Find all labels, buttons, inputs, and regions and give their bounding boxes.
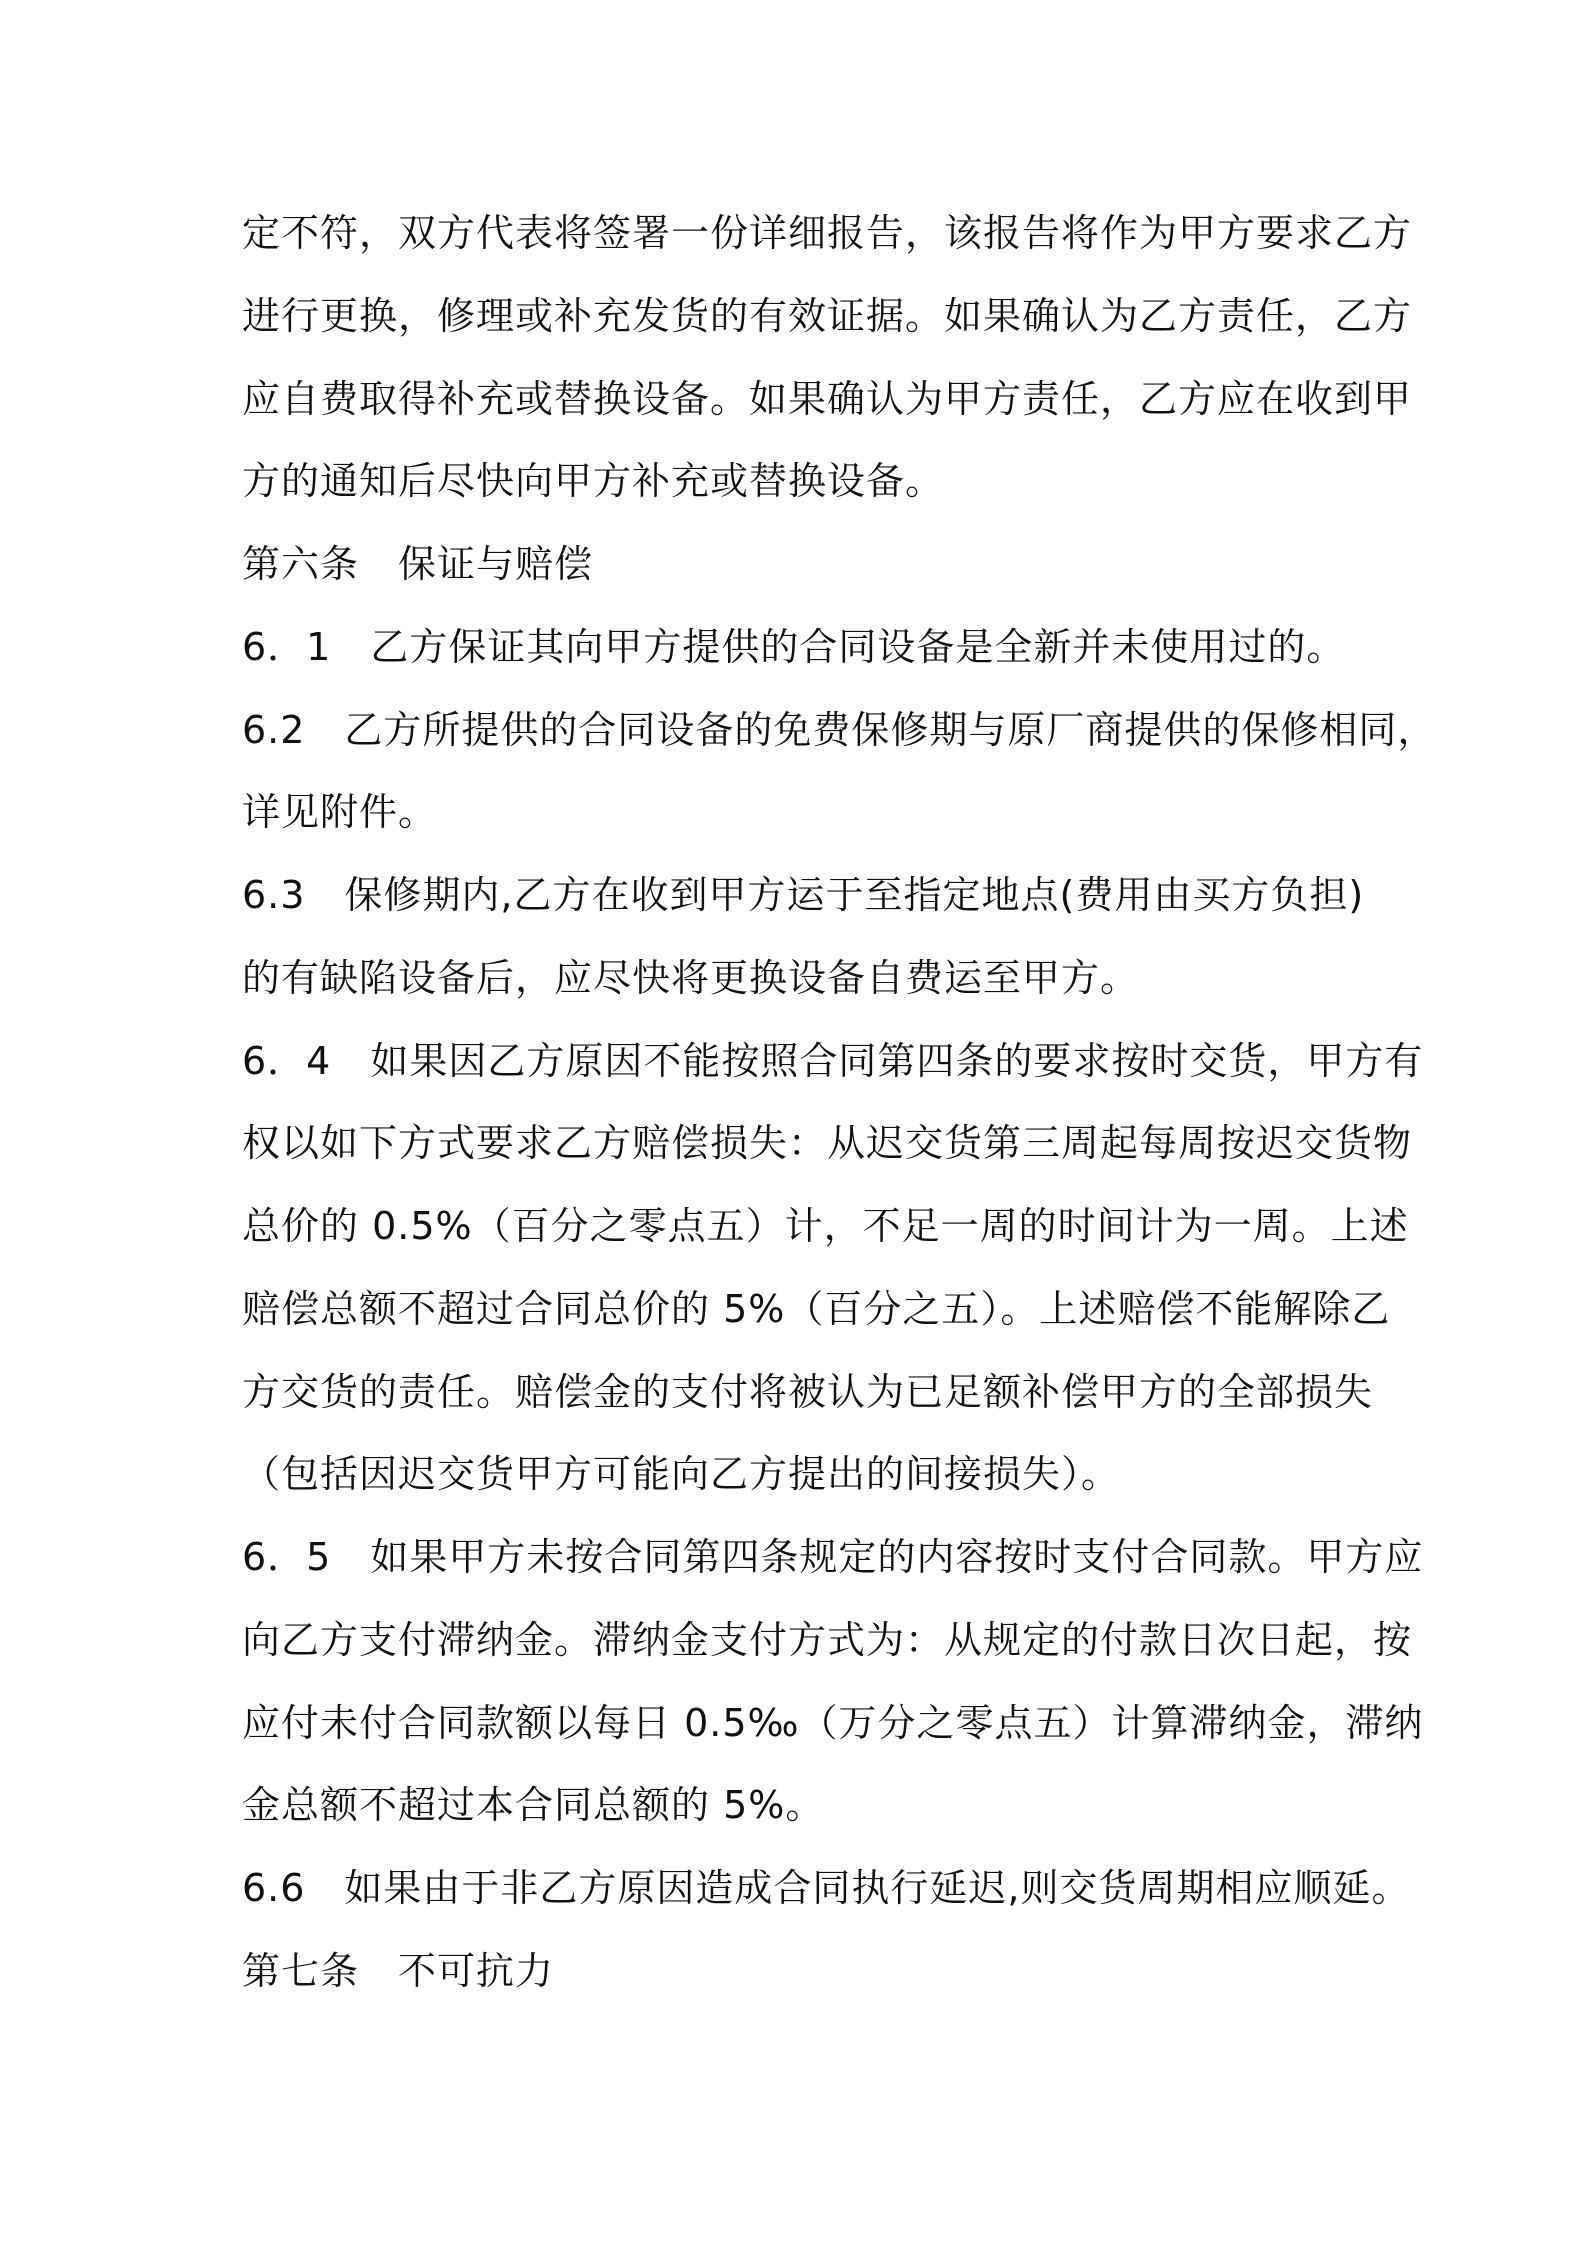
paragraph-line: 权以如下方式要求乙方赔偿损失：从迟交货第三周起每周按迟交货物	[242, 1121, 1413, 1165]
paragraph-line: 方交货的责任。赔偿金的支付将被认为已足额补偿甲方的全部损失	[242, 1370, 1374, 1414]
clause-6-5: 6．5 如果甲方未按合同第四条规定的内容按时支付合同款。甲方应	[242, 1535, 1424, 1579]
paragraph-line: 赔偿总额不超过合同总价的 5%（百分之五）。上述赔偿不能解除乙	[242, 1287, 1391, 1331]
paragraph-line: 方的通知后尽快向甲方补充或替换设备。	[242, 459, 945, 503]
clause-6-2: 6.2 乙方所提供的合同设备的免费保修期与原厂商提供的保修相同，	[242, 708, 1437, 752]
paragraph-line: （包括因迟交货甲方可能向乙方提出的间接损失）。	[242, 1452, 1121, 1496]
paragraph-line: 总价的 0.5%（百分之零点五）计，不足一周的时间计为一周。上述	[242, 1204, 1409, 1248]
clause-6-3: 6.3 保修期内,乙方在收到甲方运于至指定地点(费用由买方负担)	[242, 873, 1365, 917]
section-heading: 第六条 保证与赔偿	[242, 542, 594, 586]
clause-6-1: 6．1 乙方保证其向甲方提供的合同设备是全新并未使用过的。	[242, 625, 1346, 669]
paragraph-line: 应付未付合同款额以每日 0.5‰（万分之零点五）计算滞纳金，滞纳	[242, 1701, 1424, 1745]
clause-6-6: 6.6 如果由于非乙方原因造成合同执行延迟,则交货周期相应顺延。	[242, 1866, 1411, 1910]
clause-6-4: 6．4 如果因乙方原因不能按照合同第四条的要求按时交货，甲方有	[242, 1039, 1424, 1083]
paragraph-line: 金总额不超过本合同总额的 5%。	[242, 1783, 825, 1827]
section-heading: 第七条 不可抗力	[242, 1949, 555, 1993]
paragraph-line: 详见附件。	[242, 790, 438, 834]
paragraph-line: 进行更换，修理或补充发货的有效证据。如果确认为乙方责任，乙方	[242, 294, 1413, 338]
paragraph-line: 的有缺陷设备后，应尽快将更换设备自费运至甲方。	[242, 956, 1140, 1000]
paragraph-line: 向乙方支付滞纳金。滞纳金支付方式为：从规定的付款日次日起，按	[242, 1618, 1413, 1662]
paragraph-line: 应自费取得补充或替换设备。如果确认为甲方责任，乙方应在收到甲	[242, 377, 1413, 421]
paragraph-line: 定不符，双方代表将签署一份详细报告，该报告将作为甲方要求乙方	[242, 211, 1413, 255]
